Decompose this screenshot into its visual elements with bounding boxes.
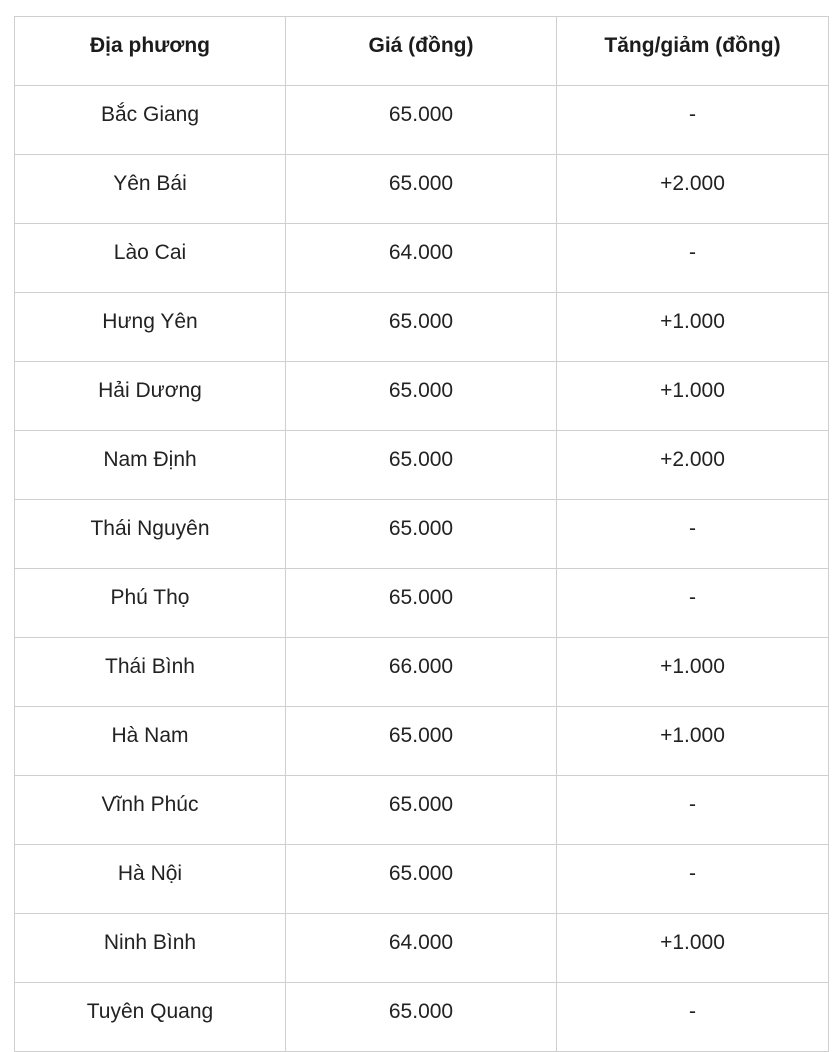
header-price: Giá (đồng): [286, 17, 557, 86]
table-row: [15, 914, 829, 983]
cell-location: Hà Nam: [15, 707, 286, 776]
cell-price: 64.000: [286, 224, 557, 293]
table-row: [15, 224, 829, 293]
cell-change: +1.000: [557, 707, 829, 776]
cell-location: Hưng Yên: [15, 293, 286, 362]
cell-price: 64.000: [286, 914, 557, 983]
header-row: [15, 17, 829, 86]
price-table: [14, 16, 829, 1052]
cell-change: +2.000: [557, 431, 829, 500]
table-row: [15, 431, 829, 500]
cell-price: 65.000: [286, 776, 557, 845]
header-change: Tăng/giảm (đồng): [557, 17, 829, 86]
cell-change: +1.000: [557, 362, 829, 431]
cell-change: +1.000: [557, 914, 829, 983]
cell-location: Ninh Bình: [15, 914, 286, 983]
cell-price: 65.000: [286, 845, 557, 914]
cell-price: 65.000: [286, 362, 557, 431]
cell-location: Yên Bái: [15, 155, 286, 224]
table-row: [15, 155, 829, 224]
table-row: [15, 293, 829, 362]
cell-location: Bắc Giang: [15, 86, 286, 155]
cell-change: +2.000: [557, 155, 829, 224]
cell-change: -: [557, 86, 829, 155]
cell-price: 65.000: [286, 569, 557, 638]
cell-change: -: [557, 983, 829, 1052]
table-row: [15, 362, 829, 431]
cell-location: Thái Bình: [15, 638, 286, 707]
table-row: [15, 638, 829, 707]
cell-location: Phú Thọ: [15, 569, 286, 638]
table-row: [15, 500, 829, 569]
table-header: [15, 17, 829, 86]
cell-price: 65.000: [286, 500, 557, 569]
cell-location: Tuyên Quang: [15, 983, 286, 1052]
cell-price: 65.000: [286, 431, 557, 500]
header-location: Địa phương: [15, 17, 286, 86]
cell-location: Hà Nội: [15, 845, 286, 914]
table-row: [15, 569, 829, 638]
table-row: [15, 86, 829, 155]
cell-location: Hải Dương: [15, 362, 286, 431]
cell-price: 65.000: [286, 155, 557, 224]
cell-change: -: [557, 224, 829, 293]
cell-change: -: [557, 845, 829, 914]
cell-location: Vĩnh Phúc: [15, 776, 286, 845]
cell-change: -: [557, 776, 829, 845]
table-row: [15, 845, 829, 914]
table-row: [15, 776, 829, 845]
cell-price: 66.000: [286, 638, 557, 707]
cell-location: Lào Cai: [15, 224, 286, 293]
cell-change: +1.000: [557, 293, 829, 362]
cell-change: +1.000: [557, 638, 829, 707]
cell-location: Thái Nguyên: [15, 500, 286, 569]
cell-change: -: [557, 500, 829, 569]
cell-price: 65.000: [286, 983, 557, 1052]
cell-change: -: [557, 569, 829, 638]
cell-location: Nam Định: [15, 431, 286, 500]
cell-price: 65.000: [286, 86, 557, 155]
table-row: [15, 707, 829, 776]
cell-price: 65.000: [286, 293, 557, 362]
table-body: [15, 86, 829, 1052]
table-row: [15, 983, 829, 1052]
cell-price: 65.000: [286, 707, 557, 776]
